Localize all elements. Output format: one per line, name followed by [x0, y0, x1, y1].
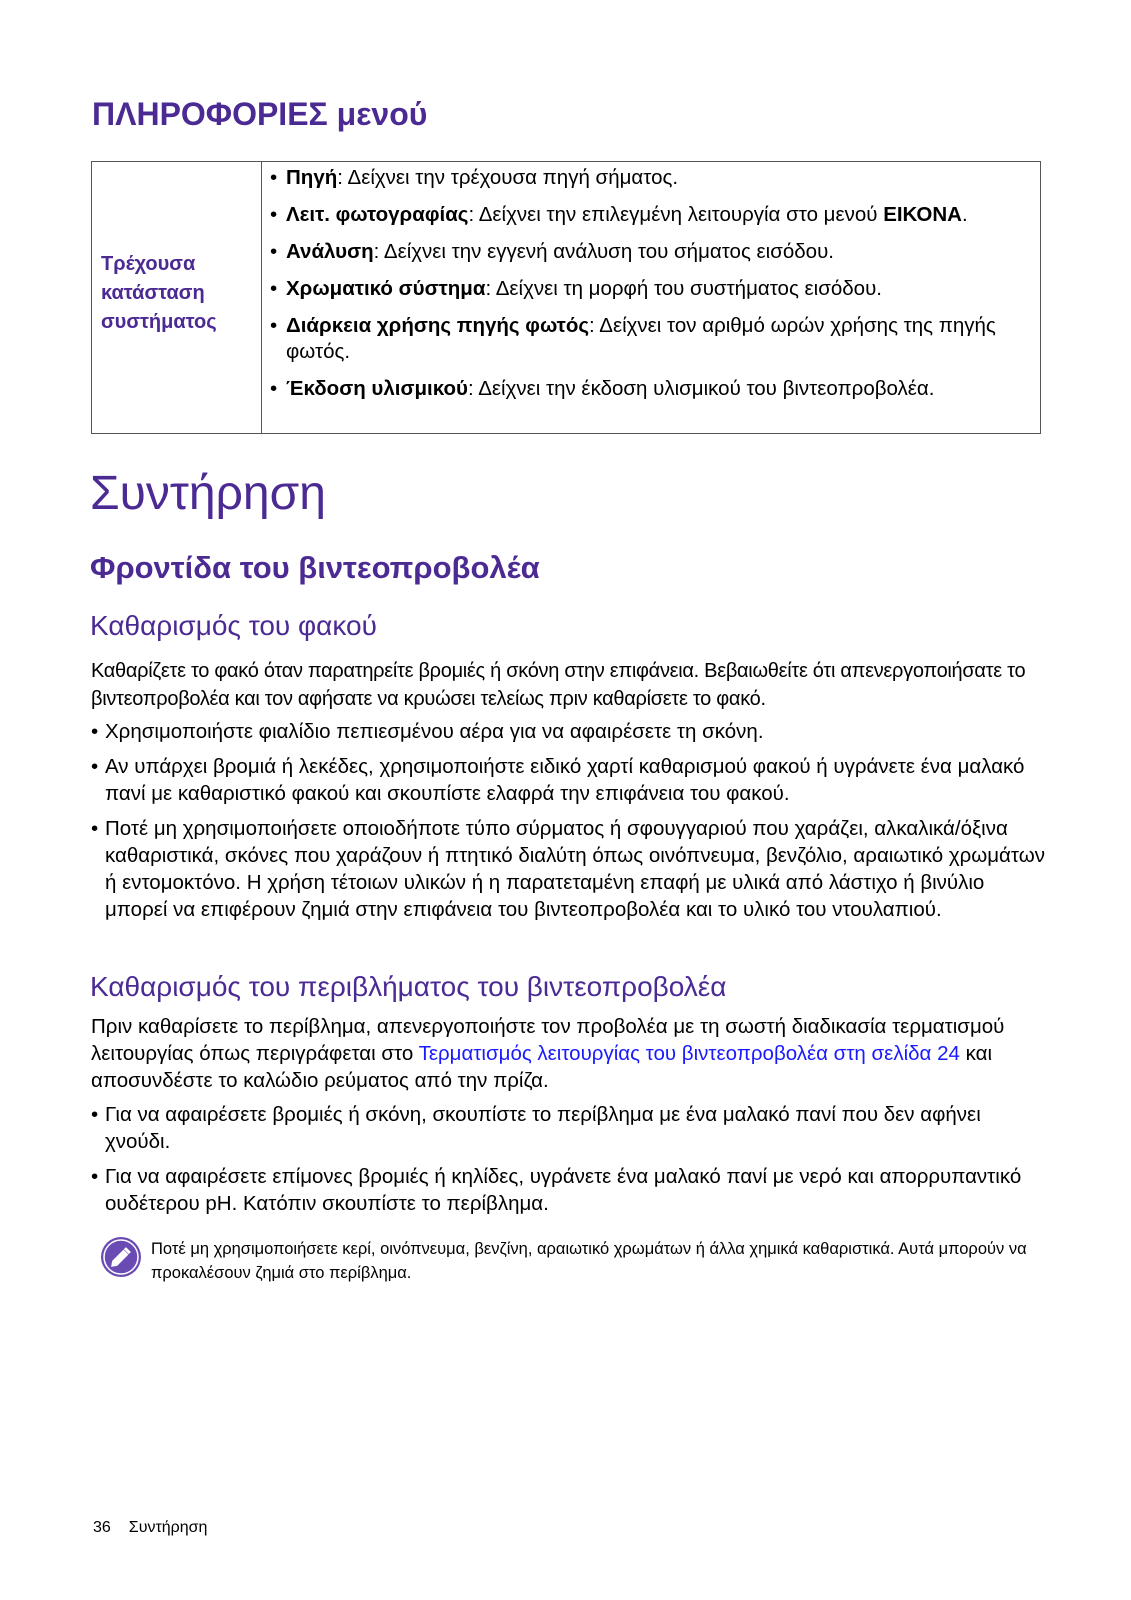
list-item: • Για να αφαιρέσετε επίμονες βρομιές ή κηλίδες, υγράνετε ένα μαλακό πανί με νερό και απορρυπαντικό ουδέτερου pH. Κατόπιν σκουπίστε το περίβλημα.	[91, 1163, 1051, 1217]
info-menu-title: ΠΛΗΡΟΦΟΡΙΕΣ μενού	[92, 96, 428, 132]
table-item	[270, 276, 1030, 302]
maintenance-title: Συντήρηση	[90, 467, 326, 520]
table-item	[270, 202, 1030, 228]
page-number: 36	[93, 1519, 111, 1536]
lens-cleaning-title: Καθαρισμός του φακού	[90, 610, 377, 641]
item-desc: : Δείχνει την επιλεγμένη λειτουργία στο μενού	[468, 203, 884, 226]
list-item: • Ποτέ μη χρησιμοποιήσετε οποιοδήποτε τύπο σύρματος ή σφουγγαριού που χαράζει, αλκαλικά/όξινα καθαριστικά, σκόνες που χαράζουν ή πτητικό διαλύτη όπως οινόπνευμα, βενζόλιο, αραιωτικό χρωμάτων ή εντομοκτόνο. Η χρήση τέτοιων υλικών ή η παρατεταμένη επαφή με υλικά από λάστιχο ή βινύλιο μπορεί να επιφέρουν ζημιά στην επιφάνεια του βιντεοπροβολέα και το υλικό του ντουλαπιού.	[91, 815, 1051, 923]
item-tail: .	[961, 203, 968, 226]
intro-text: Πριν καθαρίσετε το περίβλημα, απενεργοποιήστε τον προβολέα με τη σωστή διαδικασία τερματισμού λειτουργίας όπως περιγράφεται στο	[91, 1015, 1005, 1065]
list-item: • Χρησιμοποιήστε φιαλίδιο πεπιεσμένου αέρα για να αφαιρέσετε τη σκόνη.	[91, 718, 1051, 745]
housing-intro	[91, 1013, 1051, 1094]
table-items	[270, 165, 1030, 413]
item-term: Διάρκεια χρήσης πηγής φωτός	[286, 314, 590, 337]
care-title: Φροντίδα του βιντεοπροβολέα	[90, 550, 540, 585]
table-item	[270, 313, 1030, 365]
table-item	[270, 165, 1030, 191]
pencil-note-icon	[100, 1236, 142, 1278]
item-term: Χρωματικό σύστημα	[286, 277, 486, 300]
item-term: Λειτ. φωτογραφίας	[286, 203, 469, 226]
housing-cleaning-title: Καθαρισμός του περιβλήματος του βιντεοπροβολέα	[90, 971, 727, 1002]
info-table	[91, 161, 1041, 434]
item-term: Έκδοση υλισμικού	[286, 377, 468, 400]
shutdown-page-link[interactable]: Τερματισμός λειτουργίας του βιντεοπροβολέα στη σελίδα 24	[418, 1042, 960, 1065]
item-desc: : Δείχνει τη μορφή του συστήματος εισόδου.	[485, 277, 882, 300]
item-desc: : Δείχνει την έκδοση υλισμικού του βιντεοπροβολέα.	[467, 377, 935, 400]
item-desc: : Δείχνει την τρέχουσα πηγή σήματος.	[337, 166, 679, 189]
list-item: • Αν υπάρχει βρομιά ή λεκέδες, χρησιμοποιήστε ειδικό χαρτί καθαρισμού φακού ή υγράνετε ένα μαλακό πανί με καθαριστικό φακού και σκουπίστε ελαφρά την επιφάνεια του φακού.	[91, 753, 1051, 807]
item-term: Πηγή	[286, 166, 338, 189]
table-item	[270, 376, 1030, 402]
footer-section: Συντήρηση	[128, 1519, 208, 1536]
item-desc: : Δείχνει την εγγενή ανάλυση του σήματος εισόδου.	[373, 240, 834, 263]
list-item: • Για να αφαιρέσετε βρομιές ή σκόνη, σκουπίστε το περίβλημα με ένα μαλακό πανί που δεν αφήνει χνούδι.	[91, 1101, 1051, 1155]
item-desc: : Δείχνει τον αριθμό ωρών χρήσης της πηγής φωτός.	[286, 314, 996, 363]
lens-bullet-list	[91, 718, 1051, 931]
table-item	[270, 239, 1030, 265]
page-footer	[93, 1519, 207, 1537]
table-column-divider	[261, 162, 262, 433]
table-label-cell: Τρέχουσα κατάσταση συστήματος	[101, 253, 217, 333]
item-term: Ανάλυση	[286, 240, 374, 263]
item-menu-ref: ΕΙΚΟΝΑ	[883, 203, 962, 226]
housing-bullet-list	[91, 1101, 1051, 1225]
lens-intro: Καθαρίζετε το φακό όταν παρατηρείτε βρομιές ή σκόνη στην επιφάνεια. Βεβαιωθείτε ότι απενεργοποιήσατε το βιντεοπροβολέα και τον αφήσατε να κρυώσει τελείως πριν καθαρίσετε το φακό.	[91, 660, 1026, 710]
note-text: Ποτέ μη χρησιμοποιήσετε κερί, οινόπνευμα, βενζίνη, αραιωτικό χρωμάτων ή άλλα χημικά καθαριστικά. Αυτά μπορούν να προκαλέσουν ζημιά στο περίβλημα.	[151, 1240, 1027, 1282]
intro-text: και αποσυνδέστε το καλώδιο ρεύματος από την πρίζα.	[91, 1042, 992, 1092]
